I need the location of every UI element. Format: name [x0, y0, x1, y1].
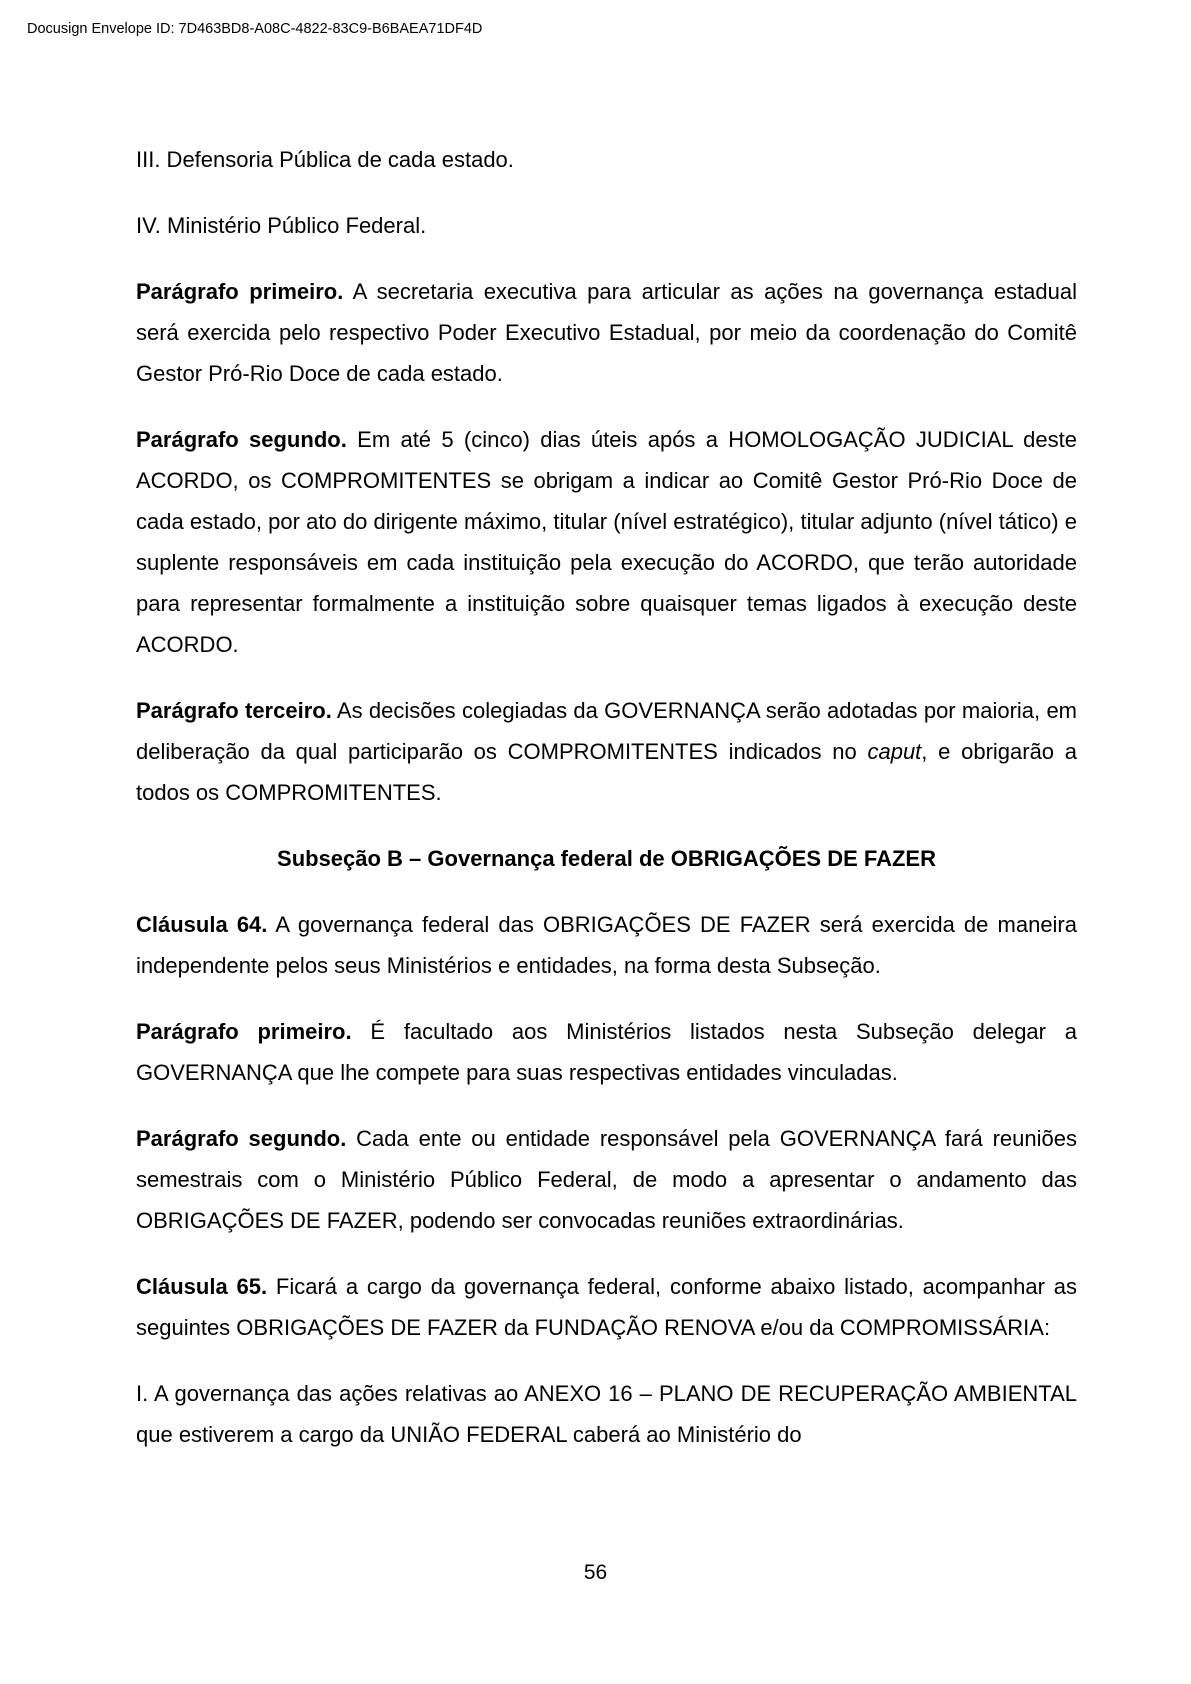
paragraph-label: Parágrafo segundo.: [136, 427, 347, 452]
list-item-iii: III. Defensoria Pública de cada estado.: [136, 147, 514, 172]
paragraph-label: Parágrafo primeiro.: [136, 279, 344, 304]
docusign-envelope-id: Docusign Envelope ID: 7D463BD8-A08C-4822-83C9-B6BAEA71DF4D: [27, 21, 483, 37]
paragraph-text: Ficará a cargo da governança federal, conforme abaixo listado, acompanhar as seguintes OBRIGAÇÕES DE FAZER da FUNDAÇÃO RENOVA e/ou da COMPROMISSÁRIA:: [136, 1274, 1077, 1340]
paragraph-text: A governança federal das OBRIGAÇÕES DE FAZER será exercida de maneira independente pelos seus Ministérios e entidades, na forma desta Subseção.: [136, 912, 1077, 978]
paragraph-label: Parágrafo primeiro.: [136, 1019, 352, 1044]
paragraph-label: Parágrafo terceiro.: [136, 698, 332, 723]
clausula-64: [136, 904, 1077, 986]
paragraph-text: Cada ente ou entidade responsável pela GOVERNANÇA fará reuniões semestrais com o Ministério Público Federal, de modo a apresentar o andamento das OBRIGAÇÕES DE FAZER, podendo ser convocadas reuniões extraordinárias.: [136, 1126, 1077, 1233]
paragrafo-primeiro-governanca-estadual: [136, 271, 1077, 394]
paragrafo-primeiro-delegacao: [136, 1011, 1077, 1093]
paragraph-text: Em até 5 (cinco) dias úteis após a HOMOLOGAÇÃO JUDICIAL deste ACORDO, os COMPROMITENTES se obrigam a indicar ao Comitê Gestor Pró-Rio Doce de cada estado, por ato do dirigente máximo, titular (nível estratégico), titular adjunto (nível tático) e suplente responsáveis em cada instituição pela execução do ACORDO, que terão autoridade para representar formalmente a instituição sobre quaisquer temas ligados à execução deste ACORDO.: [136, 427, 1077, 657]
paragraph-text-after-italic: , e obrigarão a todos os COMPROMITENTES.: [136, 739, 1078, 805]
paragraph-text-before-italic: As decisões colegiadas da GOVERNANÇA serão adotadas por maioria, em deliberação da qual participarão os COMPROMITENTES indicados no: [136, 698, 1078, 764]
paragraph-label: Parágrafo segundo.: [136, 1126, 347, 1151]
list-item-i-anexo-16: I. A governança das ações relativas ao ANEXO 16 – PLANO DE RECUPERAÇÃO AMBIENTAL que estiverem a cargo da UNIÃO FEDERAL caberá ao Ministério do: [136, 1381, 1077, 1447]
paragraph-label: Cláusula 64.: [136, 912, 268, 937]
paragraph-text: A secretaria executiva para articular as ações na governança estadual será exercida pelo respectivo Poder Executivo Estadual, por meio da coordenação do Comitê Gestor Pró-Rio Doce de cada estado.: [136, 279, 1077, 386]
subsection-heading: Subseção B – Governança federal de OBRIGAÇÕES DE FAZER: [277, 846, 936, 871]
paragrafo-terceiro-decisoes: [136, 690, 1077, 813]
paragraph-text: É facultado aos Ministérios listados nesta Subseção delegar a GOVERNANÇA que lhe compete para suas respectivas entidades vinculadas.: [136, 1019, 1077, 1085]
paragrafo-segundo-indicacao: [136, 419, 1077, 665]
paragrafo-segundo-reunioes: [136, 1118, 1077, 1241]
list-item-iv: IV. Ministério Público Federal.: [136, 213, 427, 238]
paragraph-label: Cláusula 65.: [136, 1274, 268, 1299]
document-content: [136, 139, 1077, 1480]
paragraph-italic-term: caput: [867, 739, 922, 764]
clausula-65: [136, 1266, 1077, 1348]
page-number: 56: [583, 1561, 608, 1584]
